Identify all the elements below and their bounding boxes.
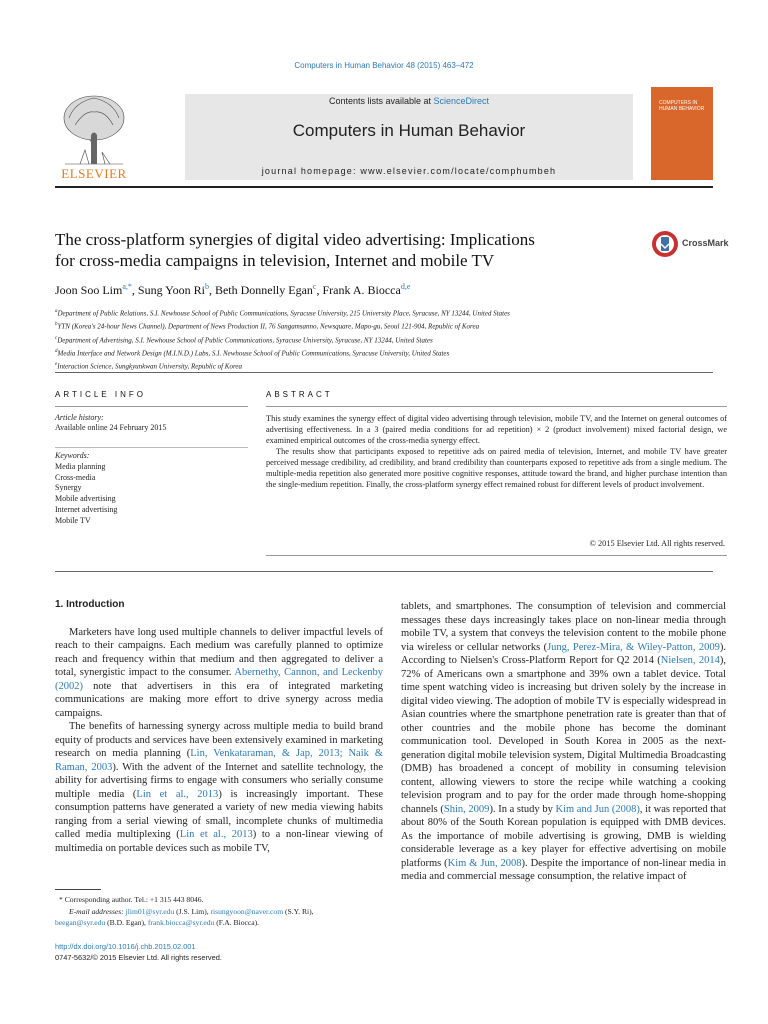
author: Beth Donnelly Egan: [214, 283, 313, 297]
author-affiliation-marker[interactable]: c: [312, 282, 317, 291]
author-separator: ,: [131, 283, 138, 297]
keywords-block: [55, 451, 245, 527]
history-value: Available online 24 February 2015: [55, 423, 167, 432]
email-link[interactable]: jlim01@syr.edu: [125, 906, 175, 916]
abstract-copyright: © 2015 Elsevier Ltd. All rights reserved.: [589, 539, 725, 548]
article-info-heading: ARTICLE INFO: [55, 390, 146, 399]
doi-block: [55, 941, 222, 963]
abstract-paragraph: This study examines the synergy effect of digital video advertising through television, mobile TV, and the Internet on general outcomes of advertising effectiveness. In a 3 (paired media conditions for ad repetition) × 2 (product involvement) mixed factorial design, we examined empirical outcomes of the cross-media synergy effect.: [266, 414, 727, 445]
email-link[interactable]: risungyoon@naver.com: [210, 906, 284, 916]
keyword-item: Media planning: [55, 461, 106, 471]
journal-cover-image: [651, 87, 713, 180]
contents-prefix: Contents lists available at: [328, 96, 434, 106]
keywords-rule: [55, 447, 248, 448]
citation-link[interactable]: Kim and Jun (2008): [555, 803, 640, 815]
abstract-paragraph: The results show that participants exposed to repetitive ads on paired media of television, Internet, and mobile TV have greater perceived message credibility, ad credibility, and brand credibility than counterparts exposed to repetitive ads from a single medium. The multiple-media repetition also generated more positive cognitive responses, attitude toward the brand, and higher purchase intention than the single-medium repetition. Finally, the cross-platform synergy effect remained robust for different levels of product involvement.: [266, 447, 727, 489]
paper-title: [55, 229, 645, 271]
keywords-label: Keywords:: [55, 451, 90, 460]
keyword-item: Internet advertising: [55, 504, 118, 514]
email-addresses-cont: beegan@syr.edu (B.D. Egan), frank.biocca@syr.edu (F.A. Biocca).: [55, 918, 260, 928]
citation-link[interactable]: Jung, Perez-Mira, & Wiley-Patton, 2009: [547, 641, 720, 653]
cover-title: COMPUTERS IN HUMAN BEHAVIOR: [659, 100, 705, 112]
author-separator: ,: [208, 283, 215, 297]
citation-link[interactable]: Kim & Jun, 2008: [447, 857, 522, 869]
article-info-rule: [55, 406, 248, 407]
corresponding-author-note: * Corresponding author. Tel.: +1 315 443 8046.: [59, 895, 204, 904]
header-rule: [55, 186, 713, 188]
body-paragraph: tablets, and smartphones. The consumption of television and commercial messages these days increasingly takes place on non-linear media through mobile TV, a system that conveys the television content to the mobile phone via wireless or cellular networks (Jung, Perez-Mira, & Wiley-Patton, 2009). According to Nielsen's Cross-Platform Report for Q2 2014 (Nielsen, 2014), 72% of Americans own a smartphone and 39% own a tablet device. Total time spent watching video is increasing but driven solely by the increase in digital video viewing. The adoption of mobile TV is especially widespread in Asian countries where the smartphone penetration rate is greater than that of other countries and the mobile phone has become the dominant communication tool. Developed in South Korea in 2005 as the next-generation digital mobile television system, Digital Multimedia Broadcasting (DMB) has broadened a concept of mobility in consuming television content, allowing viewers to store the recipe while watching a cooking television program and to pay for the order made through home-shopping channels (Shin, 2009). In a study by Kim and Jun (2008), it was reported that about 80% of the South Korean population is equipped with DMB devices. As the importance of mobile advertising is growing, DMB is wielding considerable leverage as a key player for effective advertising on mobile platforms (Kim & Jun, 2008). Despite the importance of non-linear media in media and commercial message consumption, the relative impact of: [401, 601, 727, 882]
author-separator: ,: [316, 283, 323, 297]
email-addresses: E-mail addresses: jlim01@syr.edu (J.S. Lim), risungyoon@naver.com (S.Y. Ri),: [69, 906, 314, 916]
spacer: [55, 612, 383, 626]
sciencedirect-link[interactable]: ScienceDirect: [433, 96, 490, 106]
author-list: [55, 282, 410, 298]
affiliation-item: $^e$Interaction Science, Sungkyunkwan University, Republic of Korea: [55, 362, 243, 371]
citation-link[interactable]: Abernethy, Cannon, and Leckenby (2002): [55, 667, 383, 692]
keyword-item: Cross-media: [55, 472, 96, 482]
abstract-end-rule: [266, 555, 727, 556]
abstract-text: [266, 413, 727, 490]
crossmark-badge[interactable]: [651, 230, 731, 258]
paper-title-line-2: for cross-media campaigns in television, Internet and mobile TV: [55, 251, 495, 270]
footnote-rule: [55, 889, 101, 890]
author: Frank A. Biocca: [322, 283, 401, 297]
body-paragraph: The benefits of harnessing synergy across multiple media to build brand equity of products and services have been extensively examined in marketing research on media planning (Lin, Venkataraman, & Jap, 2013; Naik & Raman, 2003). With the advent of the Internet and satellite technology, the ability for advertising firms to engage with consumers who serially consume multiple media (Lin et al., 2013) is increasingly important. These consumption patterns have generated a variety of new media viewing habits ranging from a serial viewing of small, incomplete chunks of multimedia called media multiplexing (Lin et al., 2013) to a non-linear viewing of multimedia on portable devices such as mobile TV,: [55, 721, 383, 854]
body-paragraph: Marketers have long used multiple channels to deliver impactful levels of reach to their campaigns. Each medium was carefully planned to optimize reach and frequency within that medium and then aggregated to deliver a total, synergistic impact to the consumer. Abernethy, Cannon, and Leckenby (2002) note that advertisers in this era of integrated marketing communications are making more effort to drive synergy across media campaigns.: [55, 626, 383, 719]
keyword-item: Synergy: [55, 483, 82, 493]
publisher-name: ELSEVIER: [61, 166, 127, 181]
journal-title: Computers in Human Behavior: [292, 121, 526, 140]
keyword-item: Mobile advertising: [55, 494, 116, 504]
section-divider: [55, 372, 713, 373]
affiliation-item: $^d$Media Interface and Network Design (M.I.N.D.) Labs, S.I. Newhouse School of Public Communications, Syracuse University, United States: [55, 348, 450, 358]
paper-title-line-1: The cross-platform synergies of digital video advertising: Implications: [55, 230, 535, 249]
email-link[interactable]: beegan@syr.edu: [55, 918, 106, 928]
citation-link[interactable]: Shin, 2009: [443, 803, 490, 815]
citation-link[interactable]: Lin, Venkataraman, & Jap, 2013; Naik & Raman, 2003: [55, 748, 383, 773]
crossmark-label: CrossMark: [682, 238, 729, 248]
abstract-heading: ABSTRACT: [266, 390, 333, 399]
keyword-item: Mobile TV: [55, 515, 91, 525]
journal-reference[interactable]: Computers in Human Behavior 48 (2015) 463–472: [294, 61, 474, 70]
citation-link[interactable]: Lin et al., 2013: [179, 829, 253, 840]
body-column-left: [55, 598, 383, 855]
journal-homepage[interactable]: journal homepage: www.elsevier.com/locate/comphumbeh: [261, 166, 557, 176]
body-column-right: [401, 600, 726, 884]
contents-line: [185, 96, 633, 106]
doi-link[interactable]: http://dx.doi.org/10.1016/j.chb.2015.02.001: [55, 942, 196, 951]
email-link[interactable]: frank.biocca@syr.edu: [147, 918, 215, 928]
author-affiliation-marker[interactable]: b: [204, 282, 209, 291]
front-matter-rule: [55, 571, 713, 572]
affiliations: [55, 306, 713, 373]
author: Joon Soo Lim: [55, 283, 123, 297]
citation-link[interactable]: Lin et al., 2013: [136, 788, 219, 800]
crossmark-icon: [651, 230, 679, 258]
section-heading: 1. Introduction: [55, 599, 125, 610]
footnote: [55, 894, 385, 929]
affiliation-item: $^c$Department of Advertising, S.I. Newhouse School of Public Communications, Syracuse University, Syracuse, NY 13244, United States: [55, 335, 433, 344]
abstract-rule: [266, 406, 727, 407]
affiliation-item: $^a$Department of Public Relations, S.I. Newhouse School of Public Communications, Syracuse University, 215 University Place, Syracuse, NY 13244, United States: [55, 309, 510, 318]
author: Sung Yoon Ri: [137, 283, 205, 297]
author-affiliation-marker[interactable]: d,e: [400, 282, 411, 291]
author-affiliation-marker[interactable]: a,*: [122, 282, 132, 291]
history-label: Article history:: [55, 413, 104, 422]
article-history: [55, 413, 245, 433]
issn-copyright: 0747-5632/© 2015 Elsevier Ltd. All rights reserved.: [55, 953, 222, 962]
citation-link[interactable]: Nielsen, 2014: [660, 655, 720, 666]
affiliation-item: $^b$YTN (Korea's 24-hour News Channel), Department of News Production II, 76 Sangamsanno, Newsquare, Mapo-gu, Seoul 121-904, Republic of Korea: [55, 322, 480, 331]
